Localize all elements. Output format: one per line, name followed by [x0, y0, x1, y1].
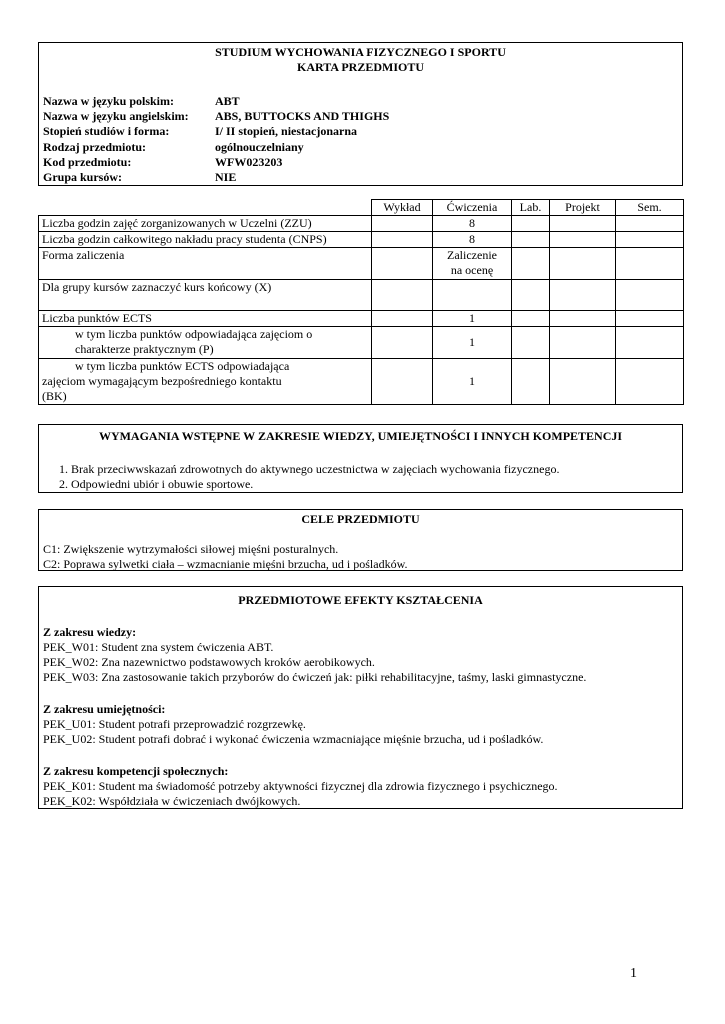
- empty-cell: [616, 232, 684, 248]
- goals-title: CELE PRZEDMIOTU: [301, 512, 420, 526]
- info-value: ogólnouczelniany: [215, 139, 304, 154]
- empty-cell: [616, 359, 684, 405]
- info-label: Kod przedmiotu:: [43, 154, 132, 169]
- outcome-item: PEK_W01: Student zna system ćwiczenia ABT.: [43, 640, 274, 654]
- knowledge-heading: Z zakresu wiedzy:: [43, 625, 137, 639]
- empty-cell: [512, 359, 550, 405]
- empty-cell: [512, 216, 550, 232]
- requirements-list: [43, 462, 678, 492]
- page-number: 1: [630, 966, 637, 981]
- cwiczenia-value-line2: na ocenę: [450, 263, 494, 277]
- empty-cell: [512, 327, 550, 359]
- outcomes-box: [38, 586, 683, 809]
- info-row: [43, 155, 678, 170]
- info-label: Stopień studiów i forma:: [43, 124, 170, 139]
- outcome-item: PEK_K02: Współdziała w ćwiczeniach dwójkowych.: [43, 794, 301, 808]
- row-label-line1: w tym liczba punktów ECTS odpowiadająca: [75, 359, 290, 373]
- hours-table: [38, 199, 684, 405]
- course-header-box: [38, 42, 683, 186]
- info-row: [43, 170, 678, 185]
- empty-cell: [512, 280, 550, 311]
- info-label: Nazwa w języku polskim:: [43, 94, 174, 108]
- table-row: [39, 280, 684, 311]
- outcomes-title: PRZEDMIOTOWE EFEKTY KSZTAŁCENIA: [238, 593, 483, 607]
- empty-cell: [512, 311, 550, 327]
- empty-cell: [512, 232, 550, 248]
- info-value: ABS, BUTTOCKS AND THIGHS: [215, 109, 390, 124]
- empty-cell: [616, 327, 684, 359]
- cwiczenia-value: 1: [433, 311, 512, 327]
- list-item: 2. Odpowiedni ubiór i obuwie sportowe.: [71, 477, 678, 492]
- empty-cell: [372, 216, 433, 232]
- table-row: [39, 232, 684, 248]
- skills-heading: Z zakresu umiejętności:: [43, 702, 166, 716]
- cwiczenia-value: [433, 280, 512, 311]
- empty-cell: [550, 311, 616, 327]
- empty-cell: [616, 280, 684, 311]
- outcome-item: PEK_U02: Student potrafi dobrać i wykonać ćwiczenia wzmacniające mięśnie brzucha, ud i pośladków.: [43, 732, 544, 746]
- empty-cell: [616, 248, 684, 280]
- empty-corner-cell: [39, 200, 372, 216]
- outcome-item: PEK_U01: Student potrafi przeprowadzić rozgrzewkę.: [43, 717, 306, 731]
- info-row: [43, 94, 678, 109]
- goal-item: C2: Poprawa sylwetki ciała – wzmacnianie mięśni brzucha, ud i pośladków.: [43, 557, 408, 571]
- row-label: Liczba godzin całkowitego nakładu pracy studenta (CNPS): [39, 232, 372, 248]
- row-label: [39, 327, 372, 359]
- cwiczenia-value: [433, 248, 512, 280]
- row-label: Forma zaliczenia: [39, 248, 372, 280]
- empty-cell: [550, 248, 616, 280]
- goals-box: [38, 509, 683, 571]
- info-value: NIE: [215, 170, 237, 185]
- column-header-projekt: Projekt: [550, 200, 616, 216]
- row-label-line2: zajęciom wymagającym bezpośredniego kontaktu: [42, 374, 282, 388]
- social-heading: Z zakresu kompetencji społecznych:: [43, 764, 229, 778]
- goal-item: C1: Zwiększenie wytrzymałości siłowej mięśni posturalnych.: [43, 542, 339, 556]
- requirements-title: WYMAGANIA WSTĘPNE W ZAKRESIE WIEDZY, UMIEJĘTNOŚCI I INNYCH KOMPETENCJI: [98, 429, 623, 443]
- empty-cell: [550, 280, 616, 311]
- column-header-lab: Lab.: [512, 200, 550, 216]
- empty-cell: [616, 216, 684, 232]
- row-label-line1: w tym liczba punktów odpowiadająca zajęciom o: [75, 327, 313, 341]
- info-row: [43, 140, 678, 155]
- outcome-item: PEK_K01: Student ma świadomość potrzeby aktywności fizycznej dla zdrowia fizycznego i psychicznego.: [43, 779, 558, 793]
- column-header-cwiczenia: Ćwiczenia: [433, 200, 512, 216]
- info-value: I/ II stopień, niestacjonarna: [215, 124, 358, 139]
- info-label: Rodzaj przedmiotu:: [43, 139, 146, 154]
- row-label: Liczba punktów ECTS: [39, 311, 372, 327]
- table-row: [39, 311, 684, 327]
- row-label: Liczba godzin zajęć zorganizowanych w Uczelni (ZZU): [39, 216, 372, 232]
- outcome-item: PEK_W03: Zna zastosowanie takich przyborów do ćwiczeń jak: piłki rehabilitacyjne, taśmy, laski gimnastyczne.: [43, 670, 587, 684]
- empty-cell: [372, 232, 433, 248]
- table-row: [39, 216, 684, 232]
- document-title: STUDIUM WYCHOWANIA FIZYCZNEGO I SPORTU: [215, 45, 506, 59]
- info-row: [43, 124, 678, 139]
- cwiczenia-value: 8: [433, 232, 512, 248]
- empty-cell: [372, 248, 433, 280]
- empty-cell: [512, 248, 550, 280]
- empty-cell: [550, 232, 616, 248]
- empty-cell: [372, 311, 433, 327]
- info-value: ABT: [215, 94, 240, 108]
- row-label-line3: (BK): [42, 389, 67, 403]
- row-label: Dla grupy kursów zaznaczyć kurs końcowy (X): [39, 280, 372, 311]
- cwiczenia-value-line1: Zaliczenie: [447, 248, 497, 262]
- table-row: [39, 248, 684, 280]
- empty-cell: [616, 311, 684, 327]
- list-item: 1. Brak przeciwwskazań zdrowotnych do aktywnego uczestnictwa w zajęciach wychowania fizycznego.: [71, 462, 678, 477]
- empty-cell: [372, 280, 433, 311]
- table-row: [39, 359, 684, 405]
- empty-cell: [550, 327, 616, 359]
- empty-cell: [372, 359, 433, 405]
- requirements-box: [38, 424, 683, 493]
- document-subtitle: KARTA PRZEDMIOTU: [296, 60, 425, 74]
- table-row: [39, 327, 684, 359]
- empty-cell: [550, 216, 616, 232]
- row-label-line2: charakterze praktycznym (P): [75, 342, 214, 356]
- info-label: Grupa kursów:: [43, 170, 123, 185]
- empty-cell: [550, 359, 616, 405]
- cwiczenia-value: 8: [433, 216, 512, 232]
- row-label: [39, 359, 372, 405]
- column-header-wyklad: Wykład: [372, 200, 433, 216]
- table-header-row: [39, 200, 684, 216]
- info-label: Nazwa w języku angielskim:: [43, 109, 189, 124]
- empty-cell: [372, 327, 433, 359]
- course-info-list: [43, 94, 678, 185]
- outcome-item: PEK_W02: Zna nazewnictwo podstawowych kroków aerobikowych.: [43, 655, 375, 669]
- info-row: [43, 109, 678, 124]
- info-value: WFW023203: [215, 154, 283, 169]
- cwiczenia-value: 1: [433, 327, 512, 359]
- cwiczenia-value: 1: [433, 359, 512, 405]
- column-header-sem: Sem.: [616, 200, 684, 216]
